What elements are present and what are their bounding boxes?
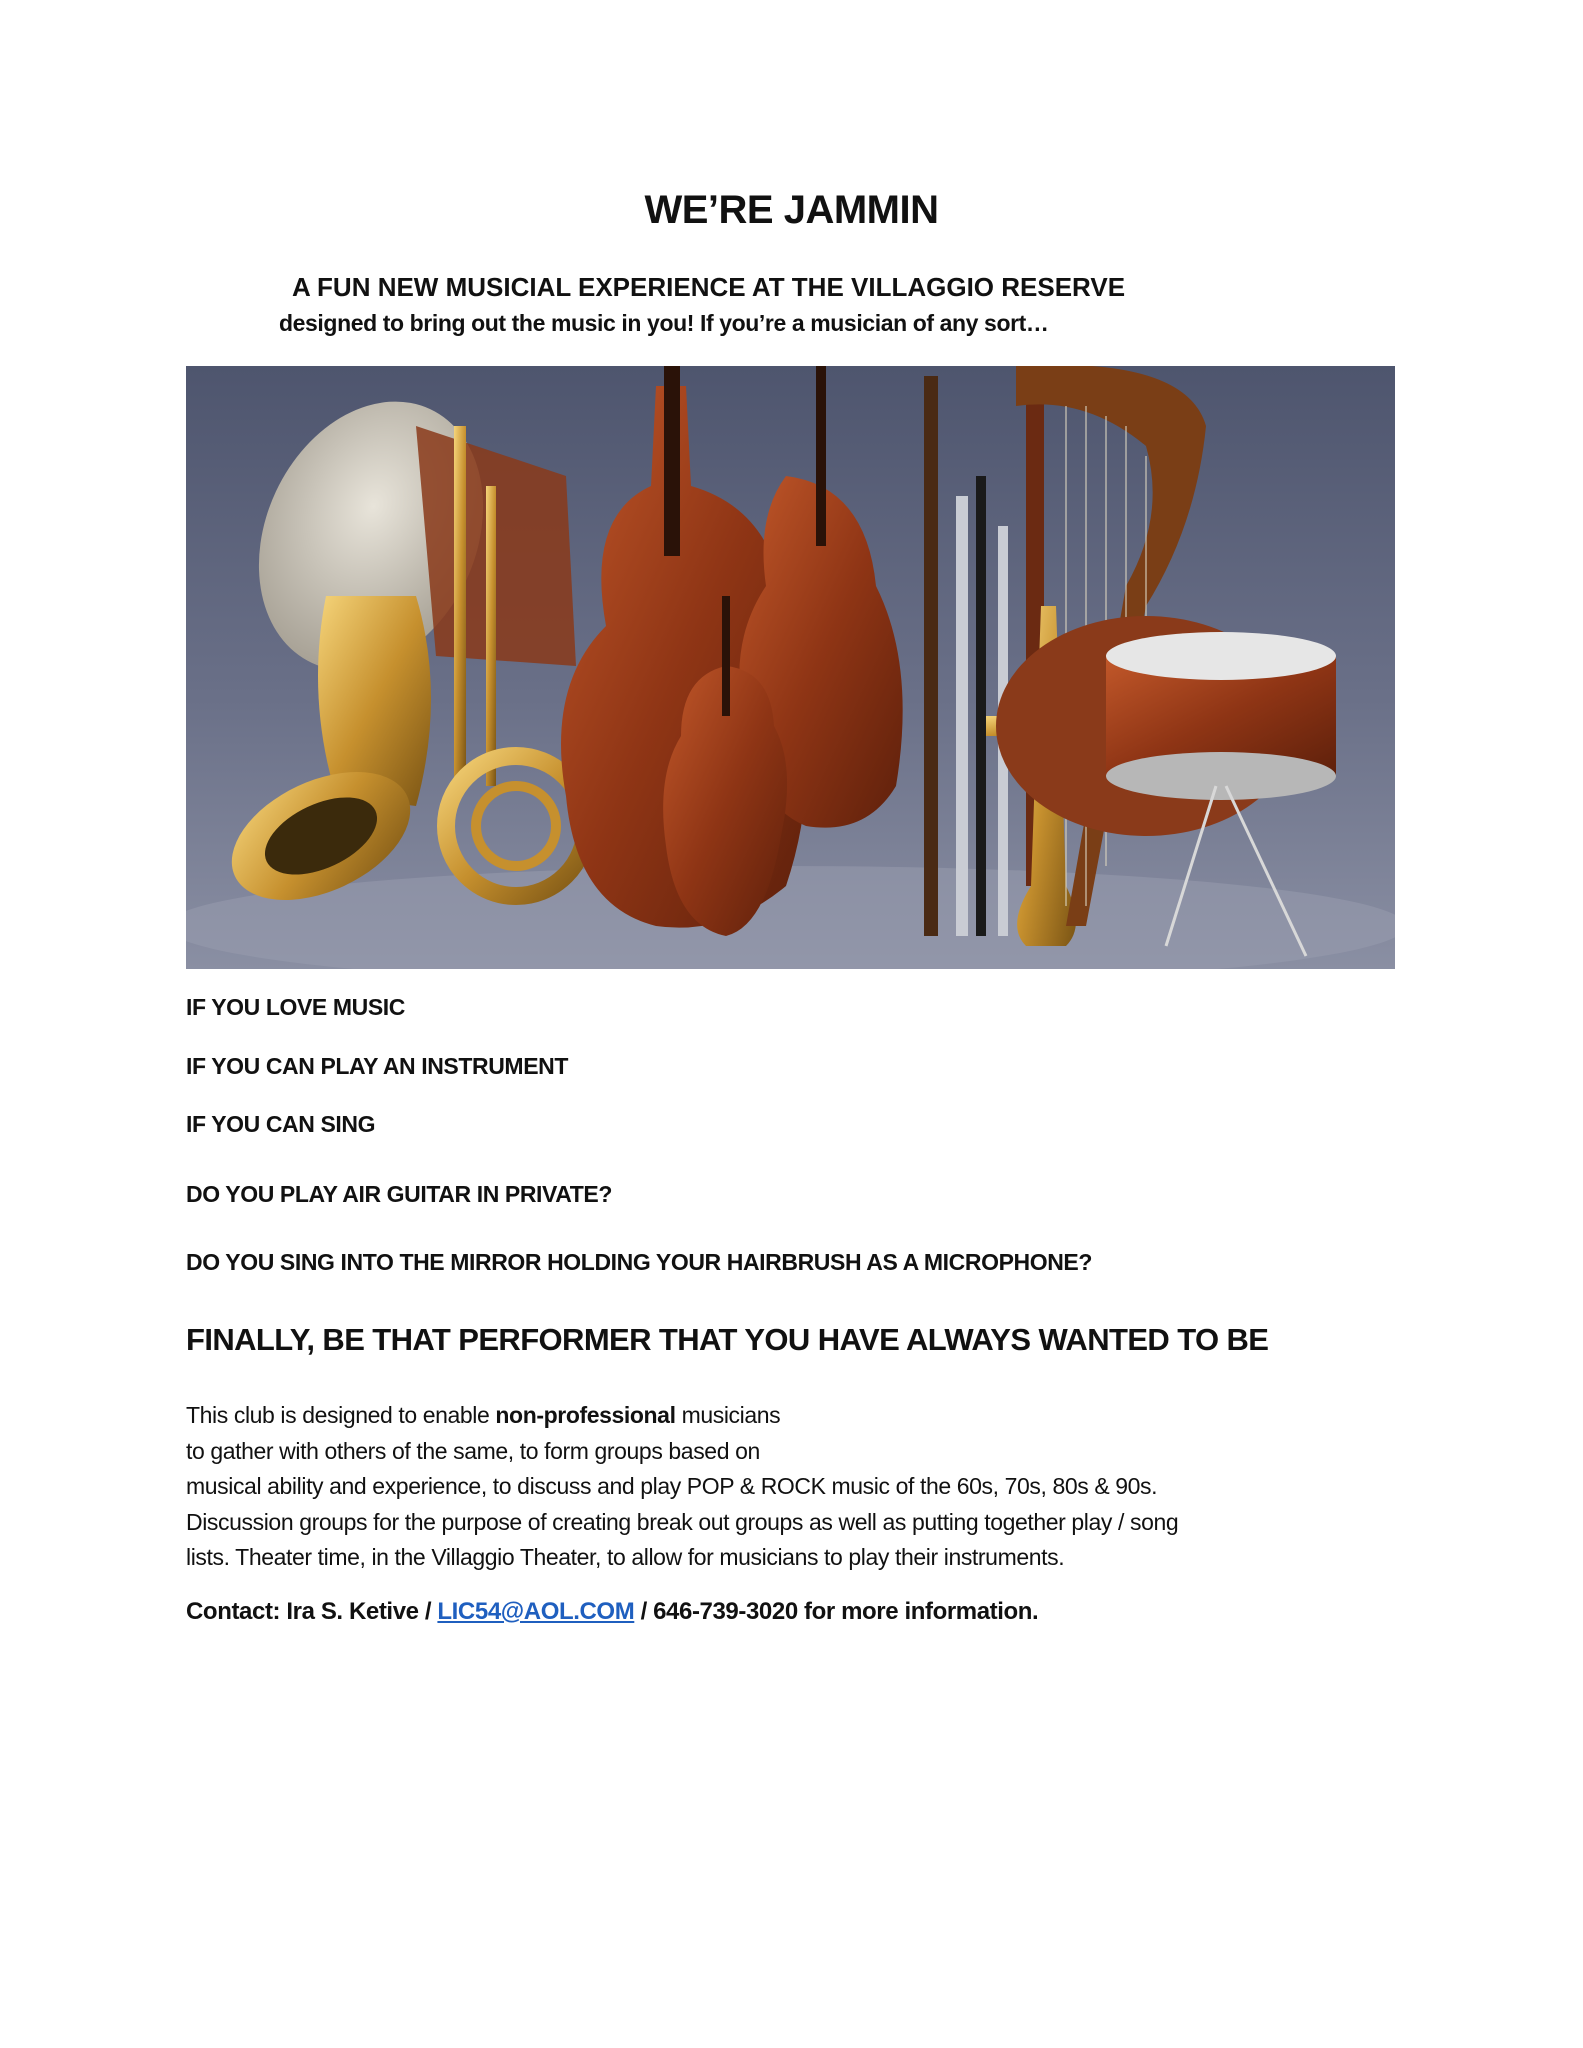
- question-line: IF YOU CAN PLAY AN INSTRUMENT: [186, 1053, 568, 1079]
- bold-text: non-professional: [495, 1402, 676, 1428]
- email-link[interactable]: LIC54@AOL.COM: [437, 1598, 635, 1625]
- orchestral-instruments-photo: [186, 366, 1395, 969]
- question-line: DO YOU SING INTO THE MIRROR HOLDING YOUR HAIRBRUSH AS A MICROPHONE?: [186, 1249, 1093, 1275]
- contact-prefix: Contact: Ira S. Ketive /: [186, 1598, 438, 1625]
- description-line: [186, 1398, 1416, 1434]
- question-line: DO YOU PLAY AIR GUITAR IN PRIVATE?: [186, 1181, 613, 1207]
- page-title: WE’RE JAMMIN: [644, 188, 939, 232]
- description-line: musical ability and experience, to discuss and play POP & ROCK music of the 60s, 70s, 80s & 90s.: [186, 1473, 1158, 1499]
- subtitle-line-2: designed to bring out the music in you! If you’re a musician of any sort…: [279, 310, 1049, 336]
- contact-line: [186, 1598, 1038, 1626]
- question-line: IF YOU CAN SING: [186, 1111, 376, 1137]
- headline: FINALLY, BE THAT PERFORMER THAT YOU HAVE ALWAYS WANTED TO BE: [186, 1322, 1269, 1357]
- question-line: IF YOU LOVE MUSIC: [186, 994, 405, 1020]
- text-span: musicians: [675, 1402, 781, 1428]
- description-line: Discussion groups for the purpose of creating break out groups as well as putting together play / song: [186, 1508, 1179, 1535]
- subtitle-line-1: A FUN NEW MUSICIAL EXPERIENCE AT THE VILLAGGIO RESERVE: [292, 272, 1126, 302]
- text-span: This club is designed to enable: [186, 1402, 496, 1428]
- contact-suffix: / 646-739-3020 for more information.: [634, 1598, 1039, 1625]
- description-line: to gather with others of the same, to form groups based on: [186, 1437, 760, 1464]
- description: [186, 1398, 1416, 1576]
- description-line: lists. Theater time, in the Villaggio Theater, to allow for musicians to play their instruments.: [186, 1544, 1065, 1570]
